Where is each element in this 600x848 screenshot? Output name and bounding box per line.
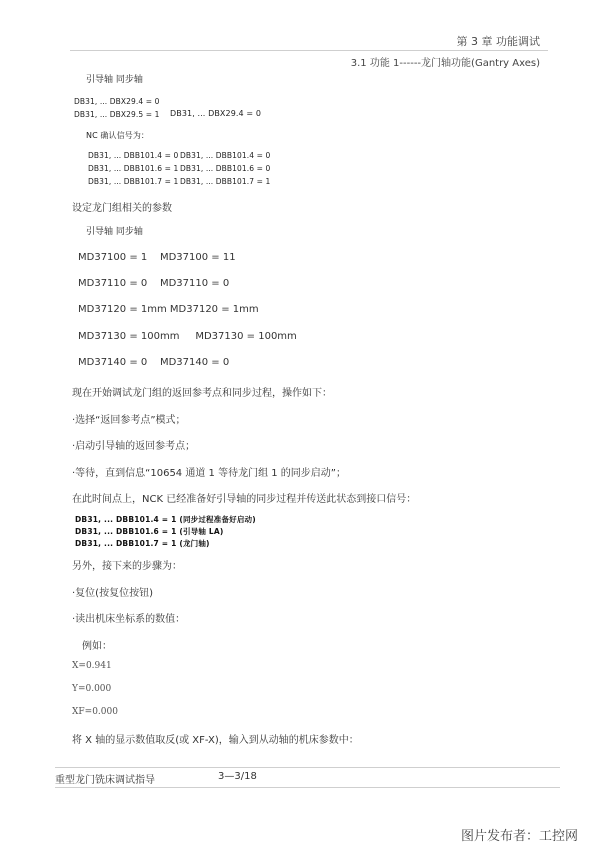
param-row: MD37110 = 0 MD37110 = 0 — [78, 278, 230, 289]
signal-line: DB31, ... DBB101.6 = 1 (引导轴 LA) — [75, 527, 224, 536]
procedure-step: ·启动引导轴的返回参考点； — [72, 441, 196, 452]
footer-page-number: 3—3/18 — [218, 771, 257, 782]
next-step: ·复位(按复位按钮) — [72, 588, 153, 599]
nc-row-left: DB31, ... DBB101.6 = 1 — [88, 164, 179, 173]
footer-divider-bottom — [55, 787, 560, 788]
axis-titles-1: 引导轴 同步轴 — [86, 75, 143, 85]
nc-row-right: DB31, ... DBB101.4 = 0 — [180, 151, 271, 160]
nc-confirm-label: NC 确认信号为： — [86, 131, 150, 140]
chapter-header: 第 3 章 功能调试 — [456, 35, 540, 48]
dbx-line-1: DB31, ... DBX29.4 = 0 — [74, 97, 160, 106]
next-steps-title: 另外，接下来的步骤为： — [72, 561, 182, 572]
nc-row-right: DB31, ... DBB101.7 = 1 — [180, 177, 271, 186]
section-header: 3.1 功能 1------龙门轴功能(Gantry Axes) — [350, 58, 540, 69]
coord-value: Y=0.000 — [72, 684, 112, 694]
dbx-right-note: DB31, ... DBX29.4 = 0 — [170, 109, 262, 118]
param-row: MD37100 = 1 MD37100 = 11 — [78, 252, 236, 263]
next-step: ·读出机床坐标系的数值： — [72, 614, 186, 625]
nc-row-right: DB31, ... DBB101.6 = 0 — [180, 164, 271, 173]
footer-divider-top — [55, 767, 560, 768]
procedure-step: ·等待，直到信息“10654 通道 1 等待龙门组 1 的同步启动”； — [72, 468, 346, 479]
signal-line: DB31, ... DBB101.7 = 1 (龙门轴) — [75, 539, 210, 548]
signal-line: DB31, ... DBB101.4 = 1 (同步过程准备好启动) — [75, 515, 256, 524]
example-label: 例如： — [82, 641, 112, 652]
axis-titles-2: 引导轴 同步轴 — [86, 227, 143, 237]
coord-value: XF=0.000 — [72, 707, 118, 717]
param-row: MD37130 = 100mm MD37130 = 100mm — [78, 331, 297, 342]
ready-text: 在此时间点上，NCK 已经准备好引导轴的同步过程并传送此状态到接口信号： — [72, 494, 417, 505]
nc-row-left: DB31, ... DBB101.4 = 0 — [88, 151, 179, 160]
footer-title: 重型龙门铣床调试指导 — [55, 775, 155, 786]
final-instruction: 将 X 轴的显示数值取反(或 XF-X)，输入到从动轴的机床参数中： — [72, 735, 359, 746]
header-divider — [70, 50, 548, 51]
dbx-line-2: DB31, ... DBX29.5 = 1 — [74, 110, 160, 119]
coord-value: X=0.941 — [72, 661, 112, 671]
procedure-step: ·选择“返回参考点”模式； — [72, 415, 186, 426]
publisher-watermark: 图片发布者：工控网 — [460, 829, 578, 844]
param-row: MD37140 = 0 MD37140 = 0 — [78, 357, 230, 368]
param-row: MD37120 = 1mm MD37120 = 1mm — [78, 304, 259, 315]
nc-row-left: DB31, ... DBB101.7 = 1 — [88, 177, 179, 186]
params-title: 设定龙门组相关的参数 — [72, 203, 172, 214]
procedure-intro: 现在开始调试龙门组的返回参考点和同步过程，操作如下： — [72, 388, 332, 399]
